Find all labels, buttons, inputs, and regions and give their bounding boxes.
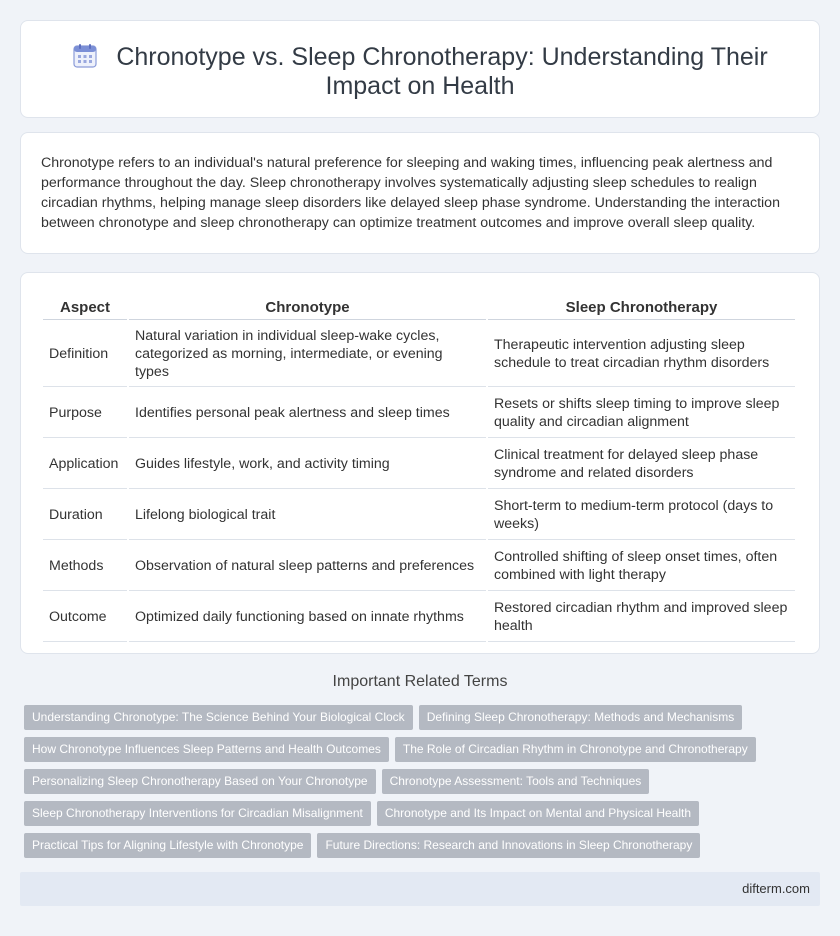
footer <box>20 872 820 906</box>
chronotype-cell: Observation of natural sleep patterns and preferences <box>129 542 486 591</box>
chronotherapy-cell: Controlled shifting of sleep onset times, often combined with light therapy <box>488 542 795 591</box>
table-row <box>43 593 795 642</box>
header-sleep-chronotherapy: Sleep Chronotherapy <box>488 295 795 320</box>
aspect-cell: Methods <box>43 542 127 591</box>
related-term-link[interactable]: Practical Tips for Aligning Lifestyle with Chronotype <box>24 833 311 858</box>
chronotype-cell: Identifies personal peak alertness and sleep times <box>129 389 486 438</box>
chronotherapy-cell: Therapeutic intervention adjusting sleep schedule to treat circadian rhythm disorders <box>488 322 795 387</box>
table-header-row <box>43 295 795 320</box>
related-term-link[interactable]: Sleep Chronotherapy Interventions for Circadian Misalignment <box>24 801 371 826</box>
comparison-table <box>41 293 797 644</box>
chronotype-cell: Guides lifestyle, work, and activity timing <box>129 440 486 489</box>
table-row <box>43 491 795 540</box>
tag-row <box>24 737 804 769</box>
related-term-link[interactable]: Understanding Chronotype: The Science Behind Your Biological Clock <box>24 705 413 730</box>
aspect-cell: Outcome <box>43 593 127 642</box>
intro-card <box>20 132 820 254</box>
chronotherapy-cell: Resets or shifts sleep timing to improve sleep quality and circadian alignment <box>488 389 795 438</box>
tag-row <box>24 833 804 865</box>
chronotype-cell: Lifelong biological trait <box>129 491 486 540</box>
aspect-cell: Definition <box>43 322 127 387</box>
table-row <box>43 389 795 438</box>
tag-row <box>24 769 804 801</box>
related-term-link[interactable]: Defining Sleep Chronotherapy: Methods and Mechanisms <box>419 705 743 730</box>
related-term-link[interactable]: Future Directions: Research and Innovations in Sleep Chronotherapy <box>317 833 700 858</box>
title-card <box>20 20 820 118</box>
tag-row <box>24 801 804 833</box>
tag-row <box>24 705 804 737</box>
comparison-card <box>20 272 820 654</box>
aspect-cell: Duration <box>43 491 127 540</box>
footer-site-link[interactable]: difterm.com <box>742 881 810 896</box>
intro-paragraph: Chronotype refers to an individual's natural preference for sleeping and waking times, influencing peak alertness and performance throughout the day. Sleep chronotherapy involves systematically adjusting sleep schedules to realign circadian rhythms, helping manage sleep disorders like delayed sleep phase syndrome. Understanding the interaction between chronotype and sleep chronotherapy can optimize treatment outcomes and improve overall sleep quality. <box>41 155 780 231</box>
chronotype-cell: Optimized daily functioning based on innate rhythms <box>129 593 486 642</box>
chronotype-cell: Natural variation in individual sleep-wake cycles, categorized as morning, intermediate, or evening types <box>129 322 486 387</box>
header-aspect: Aspect <box>43 295 127 320</box>
related-term-link[interactable]: The Role of Circadian Rhythm in Chronotype and Chronotherapy <box>395 737 756 762</box>
chronotherapy-cell: Clinical treatment for delayed sleep phase syndrome and related disorders <box>488 440 795 489</box>
page-title <box>51 43 789 101</box>
chronotherapy-cell: Short-term to medium-term protocol (days to weeks) <box>488 491 795 540</box>
calendar-icon <box>72 43 98 69</box>
related-term-link[interactable]: Chronotype Assessment: Tools and Techniques <box>382 769 650 794</box>
related-term-link[interactable]: How Chronotype Influences Sleep Patterns and Health Outcomes <box>24 737 389 762</box>
table-row <box>43 440 795 489</box>
table-row <box>43 542 795 591</box>
related-terms-heading: Important Related Terms <box>332 673 508 690</box>
table-row <box>43 322 795 387</box>
aspect-cell: Purpose <box>43 389 127 438</box>
page-title-text: Chronotype vs. Sleep Chronotherapy: Understanding Their Impact on Health <box>116 43 768 100</box>
aspect-cell: Application <box>43 440 127 489</box>
related-term-link[interactable]: Chronotype and Its Impact on Mental and Physical Health <box>377 801 699 826</box>
header-chronotype: Chronotype <box>129 295 486 320</box>
related-term-link[interactable]: Personalizing Sleep Chronotherapy Based on Your Chronotype <box>24 769 376 794</box>
chronotherapy-cell: Restored circadian rhythm and improved sleep health <box>488 593 795 642</box>
related-terms-list <box>24 705 804 865</box>
